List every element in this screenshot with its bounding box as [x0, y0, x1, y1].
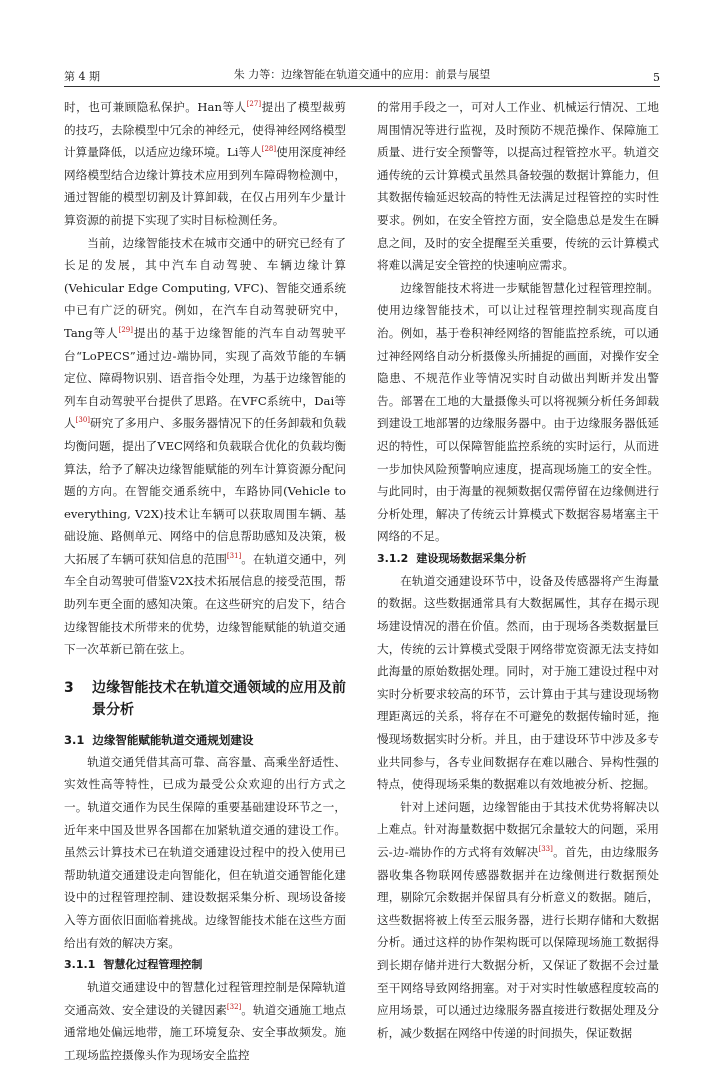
paragraph: 当前，边缘智能技术在城市交通中的研究已经有了长足的发展，其中汽车自动驾驶、车辆边缘计算(Vehicular Edge Computing, VFC)、智能交通系统中已有广泛的研究。例如，在汽车自动驾驶研究中，Tang等人[29]提出的基于边缘智能的汽车自动驾驶平台“LoPECS”通过边-端协同，实现了高效节能的车辆定位、障碍物识别、语音指令处理，为基于边缘智能的列车自动驾驶平台提供了思路。在VFC系统中，Dai等人[30]研究了多用户、多服务器情况下的任务卸载和负载均衡问题，提出了VEC网络和负载联合优化的负载均衡算法，给予了解决边缘智能赋能的列车计算资源分配问题的方向。在智能交通系统中，车路协同(Vehicle to everything, V2X)技术让车辆可以获取周围车辆、基础设施、路侧单元、网络中的信息帮助感知及决策，极大拓展了车辆可获知信息的范围[31]。在轨道交通中，列车全自动驾驶可借鉴V2X技术拓展信息的接受范围，帮助列车更全面的感知决策。在这些研究的启发下，结合边缘智能技术所带来的优势，边缘智能赋能的轨道交通下一次革新已箭在弦上。 — [64, 235, 346, 657]
subsubsection-heading: 3.1.1 智慧化过程管理控制 — [64, 958, 203, 972]
subsubsection-heading: 3.1.2 建设现场数据采集分析 — [377, 551, 527, 565]
running-header — [64, 66, 660, 84]
running-title: 朱 力等：边缘智能在轨道交通中的应用：前景与展望 — [233, 68, 491, 81]
citation[interactable]: [28] — [261, 145, 277, 154]
paragraph: 边缘智能技术将进一步赋能智慧化过程管理控制。使用边缘智能技术，可以让过程管理控制实现高度自治。例如，基于卷积神经网络的智能监控系统，可以通过神经网络自动分析摄像头所捕捉的画面，对操作安全隐患、不规范作业等情况实时自动做出判断并发出警告。部署在工地的大量摄像头可以将视频分析任务卸载到建设工地部署的边缘服务器中。由于边缘服务器低延迟的特性，可以保障智能监控系统的实时运行，从而进一步加快风险预警响应速度，提高现场施工的安全性。与此同时，由于海量的视频数据仅需停留在边缘侧进行分析处理，解决了传统云计算模式下数据容易堵塞主干网络的不足。 — [377, 280, 659, 544]
section-heading — [64, 677, 346, 721]
citation[interactable]: [31] — [226, 551, 242, 560]
right-column — [377, 96, 659, 1044]
citation[interactable]: [27] — [246, 100, 262, 108]
paragraph: 轨道交通凭借其高可靠、高容量、高乘坐舒适性、实效性高等特性，已成为最受公众欢迎的出行方式之一。轨道交通作为民生保障的重要基础建设环节之一，近年来中国及世界各国都在加紧轨道交通的建设工作。虽然云计算技术已在轨道交通建设过程中的投入使用已帮助轨道交通建设走向智能化，但在轨道交通智能化建设中的过程管理控制、建设数据采集分析、现场设备接入等方面依旧面临着挑战。边缘智能技术能在这些方面给出有效的解决方案。 — [64, 754, 346, 950]
citation[interactable]: [32] — [226, 1002, 242, 1011]
paragraph: 时，也可兼顾隐私保护。Han等人[27]提出了模型裁剪的技巧，去除模型中冗余的神经元，使得神经网络模型计算量降低，以适应边缘环境。Li等人[28]使用深度神经网络模型结合边缘计算技术应用到列车障碍物检测中，通过智能的模型切割及计算卸载，在仅占用列车少量计算资源的前提下实现了实时目标检测任务。 — [64, 100, 346, 227]
paragraph: 轨道交通建设中的智慧化过程管理控制是保障轨道交通高效、安全建设的关键因素[32]。轨道交通施工地点通常地处偏远地带，施工环境复杂、安全事故频发。施工现场监控摄像头作为现场安全监控 — [64, 980, 346, 1062]
subsection-heading: 3.1 边缘智能赋能轨道交通规划建设 — [64, 732, 254, 747]
issue-number: 第 4 期 — [64, 70, 100, 83]
citation[interactable]: [29] — [118, 325, 133, 334]
section-title: 边缘智能技术在轨道交通领域的应用及前景分析 — [92, 679, 346, 718]
section-number: 3 — [64, 679, 74, 696]
paragraph: 的常用手段之一，可对人工作业、机械运行情况、工地周围情况等进行监视，及时预防不规范操作、保障施工质量、进行安全预警等，以提高过程管控水平。轨道交通传统的云计算模式虽然具备较强的数据计算能力，但其数据传输延迟较高的特性无法满足过程管控的实时性要求。例如，在安全管控方面，安全隐患总是发生在瞬息之间，及时的安全提醒至关重要，传统的云计算模式将难以满足安全管控的快速响应需求。 — [377, 100, 659, 273]
left-column — [64, 96, 346, 1067]
citation[interactable]: [30] — [75, 416, 91, 425]
paragraph: 在轨道交通建设环节中，设备及传感器将产生海量的数据。这些数据通常具有大数据属性，其存在揭示现场建设情况的潜在价值。然而，由于现场各类数据量巨大，传统的云计算模式受限于网络带宽资源无法支持如此海量的原始数据处理。同时，对于施工建设过程中对实时分析要求较高的环节，云计算由于其与建设现场物理距离远的关系，将存在不可避免的数据传输时延，拖慢现场数据实时分析。并且，由于建设环节中涉及多专业共同参与，各专业间数据存在难以融合、异构性强的特点，使得现场采集的数据难以有效地被分析、挖掘。 — [377, 573, 659, 792]
page-number: 5 — [653, 71, 660, 84]
paragraph: 针对上述问题，边缘智能由于其技术优势将解决以上难点。针对海量数据中数据冗余量较大的问题，采用云-边-端协作的方式将有效解决[33]。首先，由边缘服务器收集各物联网传感器数据并在边缘侧进行数据预处理，剔除冗余数据并保留具有分析意义的数据。随后，这些数据将被上传至云服务器，进行长期存储和大数据分析。通过这样的协作架构既可以保障现场施工数据得到长期存储并进行大数据分析，又保证了数据不会过量至干网络导致网络拥塞。对于对实时性敏感程度较高的应用场景，可以通过边缘服务器直接进行数据处理及分析，减少数据在网络中传递的时间损失，保证数据 — [377, 799, 659, 1040]
header-rule — [64, 86, 660, 87]
citation[interactable]: [33] — [538, 845, 553, 853]
